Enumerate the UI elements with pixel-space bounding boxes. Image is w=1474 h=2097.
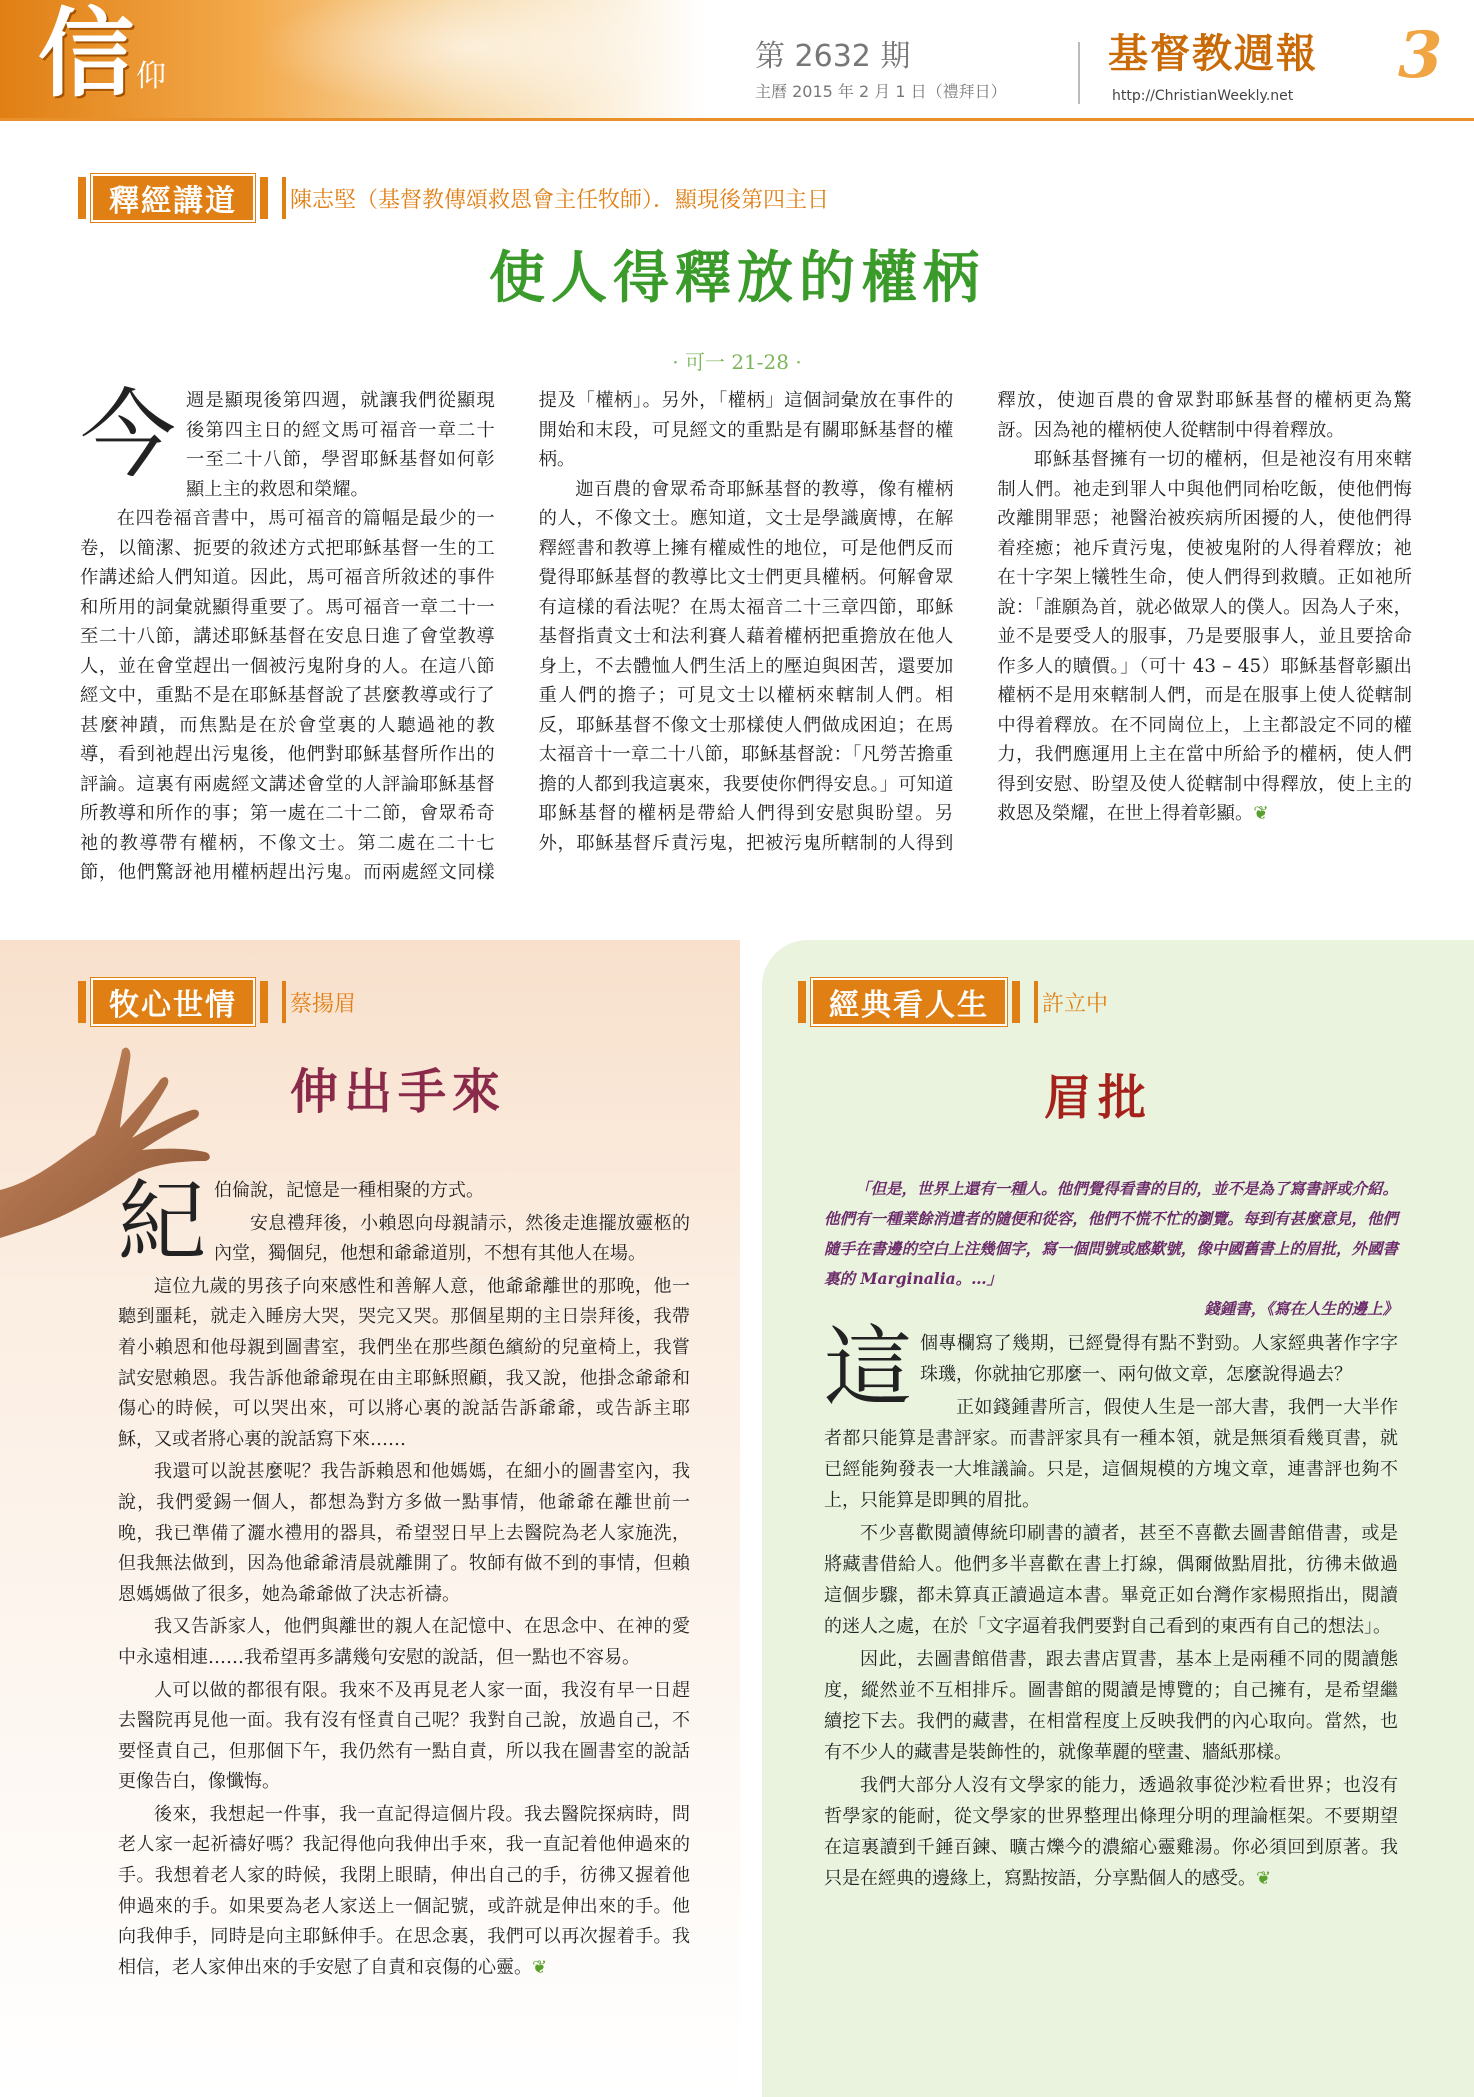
article-title: 伸出手來 [290,1064,507,1120]
scripture-reference: · 可一 21-28 · [672,350,802,374]
article-author: 許立中 [1042,991,1109,1017]
paragraph: 迦百農的會眾希奇耶穌基督的教導，像有權柄的人，不像文士。應知道，文士是學識廣博，在解釋經書和教導上擁有權威性的地位，可是他們反而覺得耶穌基督的教導比文士們更具權柄。何解會眾有這樣的看法呢？在馬太福音二十三章四節，耶穌基督指責文士和法利賽人藉着權柄把重擔放在他人身上，不去體恤人們生活上的壓迫與困苦，還要加重人們的擔子；可見文士以權柄來轄制人們。相反，耶穌基督不像文士那樣使人們做成困迫；在馬太福音十一章二十八節，耶穌基督說：「凡勞苦擔重擔的人都到我這裏來，我要使你們得安息。」可知道耶穌基督的權柄是帶給人們得到安慰與盼望。另外，耶穌基督斥責污鬼，把被污鬼所轄制的人得到釋放，使迦百農的會眾對耶穌基督的權柄更為驚訝。因為祂的權柄使人從轄制中得着釋放。 [538,390,1412,854]
issue-date: 主曆 2015 年 2 月 1 日（禮拜日） [755,82,1007,101]
article-author: 陳志堅（基督教傳頌救恩會主任牧師）．顯現後第四主日 [290,187,830,213]
section-label-sermon [78,176,829,220]
quote-text: 「但是，世界上還有一種人。他們覺得看書的目的，並不是為了寫書評或介紹。他們有一種業餘消遣者的隨便和從容，他們不慌不忙的瀏覽。每到有甚麼意見，他們隨手在書邊的空白上注幾個字，寫一個問號或感歎號，像中國舊書上的眉批，外國書裏的 Marginalia。…」 [824,1179,1398,1288]
masthead-logo: 基督教週報 [1108,30,1318,77]
section-label-pastoral [78,980,356,1024]
article-title: 使人得釋放的權柄 [489,245,985,311]
paragraph: 人可以做的都很有限。我來不及再見老人家一面，我沒有早一日趕去醫院再見他一面。我有沒有怪責自己呢？我對自己說，放過自己，不要怪責自己，但那個下午，我仍然有一點自責，所以我在圖書室的說話更像告白，像懺悔。 [118,1679,690,1793]
column-title-char: 信 [38,0,134,110]
paragraph: 在四卷福音書中，馬可福音的篇幅是最少的一卷，以簡潔、扼要的敘述方式把耶穌基督一生的工作講述給人們知道。因此，馬可福音所敘述的事件和所用的詞彙就顯得重要了。馬可福音一章二十一至二十八節，講述耶穌基督在安息日進了會堂教導人，並在會堂趕出一個被污鬼附身的人。在這八節經文中，重點不是在耶穌基督說了甚麼教導或行了甚麼神蹟，而焦點是在於會堂裏的人聽過祂的教導，看到祂趕出污鬼後，他們對耶穌基督所作出的評論。這裏有兩處經文講述會堂的人評論耶穌基督所教導和所作的事；第一處在二十二節，會眾希奇祂的教導帶有權柄，不像文士。第二處在二十七節，他們驚訝祂用權柄趕出污鬼。而兩處經文同樣提及「權柄」。另外，「權柄」這個詞彙放在事件的開始和末段，可見經文的重點是有關耶穌基督的權柄。 [80,390,954,883]
praying-hands-image [240,0,660,118]
paragraph: 我們大部分人沒有文學家的能力，透過敘事從沙粒看世界；也沒有哲學家的能耐，從文學家的世界整理出條理分明的理論框架。不要期望在這裏讀到千錘百鍊、曠古爍今的濃縮心靈雞湯。你必須回到原著。我只是在經典的邊緣上，寫點按語，分享點個人的感受。❦ [824,1775,1398,1889]
paragraph: 不少喜歡閱讀傳統印刷書的讀者，甚至不喜歡去圖書館借書，或是將藏書借給人。他們多半喜歡在書上打線，偶爾做點眉批，彷彿未做過這個步驟，都未算真正讀過這本書。畢竟正如台灣作家楊照指出，閱讀的迷人之處，在於「文字逼着我們要對自己看到的東西有自己的想法」。 [824,1523,1398,1637]
drop-cap: 今 [80,379,176,491]
tag-bar [1034,981,1038,1023]
issue-number: 第 2632 期 [755,39,911,74]
page-header [0,0,1474,120]
article-body [80,379,1412,906]
paragraph: 紀伯倫說，記憶是一種相聚的方式。 [118,1170,485,1273]
article-title: 眉批 [1044,1070,1153,1126]
paragraph: 正如錢鍾書所言，假使人生是一部大書，我們一大半作者都只能算是書評家。而書評家具有一種本領，就是無須看幾頁書，就已經能夠發表一大堆議論。只是，這個規模的方塊文章，連書評也夠不上，只能算是即興的眉批。 [824,1397,1398,1511]
header-rule [0,118,1474,121]
section-name: 釋經講道 [91,174,255,222]
section-name: 經典看人生 [811,978,1007,1026]
tag-bar [282,177,286,219]
article-body [118,1170,690,1985]
tag-bar [1012,981,1020,1023]
leaf-end-icon: ❦ [1256,1868,1272,1889]
section-name: 牧心世情 [91,978,255,1026]
paragraph: 今週是顯現後第四週，就讓我們從顯現後第四主日的經文馬可福音一章二十一至二十八節，學習耶穌基督如何彰顯上主的救恩和榮耀。 [80,379,495,500]
paragraph: 後來，我想起一件事，我一直記得這個片段。我去醫院探病時，問老人家一起祈禱好嗎？我記得他向我伸出手來，我一直記着他伸過來的手。我想着老人家的時候，我閉上眼睛，伸出自己的手，彷彿又握着他伸過來的手。如果要為老人家送上一個記號，或許就是伸出來的手。他向我伸手，同時是向主耶穌伸手。在思念裏，我們可以再次握着手。我相信，老人家伸出來的手安慰了自責和哀傷的心靈。❦ [118,1803,690,1978]
quote-citation: 錢鍾書，《寫在人生的邊上》 [1204,1299,1398,1318]
issue-info [755,40,1007,102]
section-label-classics [798,980,1108,1024]
drop-cap: 紀 [118,1170,207,1273]
paragraph: 我又告訴家人，他們與離世的親人在記憶中、在思念中、在神的愛中永遠相連……我希望再多講幾句安慰的說話，但一點也不容易。 [118,1616,690,1668]
tag-bar [798,981,806,1023]
paragraph: 因此，去圖書館借書，跟去書店買書，基本上是兩種不同的閱讀態度，縱然並不互相排斥。圖書館的閱讀是博覽的；自己擁有，是希望繼續挖下去。我們的藏書，在相當程度上反映我們的內心取向。當然，也有不少人的藏書是裝飾性的，就像華麗的壁畫、牆紙那樣。 [824,1649,1398,1763]
tag-bar [78,177,86,219]
epigraph-quote [824,1174,1398,1324]
header-divider [1078,42,1080,104]
article-author: 蔡揚眉 [290,991,357,1017]
tag-bar [282,981,286,1023]
paragraph: 這個專欄寫了幾期，已經覺得有點不對勁。人家經典著作字字珠璣，你就抽它那麼一、兩句做文章，怎麼說得過去？ [824,1316,1398,1419]
page-number: 3 [1398,18,1443,93]
column-title-char-small: 仰 [136,59,166,94]
leaf-end-icon: ❦ [1253,803,1269,824]
paragraph: 安息禮拜後，小賴恩向母親請示，然後走進擺放靈柩的內堂，獨個兒，他想和爺爺道別，不想有其他人在場。 [214,1212,690,1265]
paragraph: 這位九歲的男孩子向來感性和善解人意，他爺爺離世的那晚，他一聽到噩耗，就走入睡房大哭，哭完又哭。那個星期的主日崇拜後，我帶着小賴恩和他母親到圖書室，我們坐在那些顏色繽紛的兒童椅上，我嘗試安慰賴恩。我告訴他爺爺現在由主耶穌照顧，我又說，他掛念爺爺和傷心的時候，可以哭出來，可以將心裏的說話告訴爺爺，或告訴主耶穌，又或者將心裏的說話寫下來…… [118,1275,690,1450]
leaf-end-icon: ❦ [532,1956,548,1978]
paragraph: 耶穌基督擁有一切的權柄，但是祂沒有用來轄制人們。祂走到罪人中與他們同枱吃飯，使他們悔改離開罪惡；祂醫治被疾病所困擾的人，使他們得着痊癒；祂斥責污鬼，使被鬼附的人得着釋放；祂在十字架上犧牲生命，使人們得到救贖。正如祂所說：「誰願為首，就必做眾人的僕人。因為人子來，並不是要受人的服事，乃是要服事人，並且要捨命作多人的贖價。」（可十 43 – 45）耶穌基督彰顯出權柄不是用來轄制人們，而是在服事上使人從轄制中得着釋放。在不同崗位上，上主都設定不同的權力，我們應運用上主在當中所給予的權柄，使人們得到安慰、盼望及使人從轄制中得釋放，使上主的救恩及榮耀，在世上得着彰顯。❦ [997,449,1412,824]
tag-bar [78,981,86,1023]
masthead-url[interactable]: http://ChristianWeekly.net [1112,88,1294,104]
paragraph: 我還可以說甚麼呢？我告訴賴恩和他媽媽，在細小的圖書室內，我說，我們愛錫一個人，都想為對方多做一點事情，他爺爺在離世前一晚，我已準備了灑水禮用的器具，希望翌日早上去醫院為老人家施洗，但我無法做到，因為他爺爺清晨就離開了。牧師有做不到的事情，但賴恩媽媽做了很多，她為爺爺做了決志祈禱。 [118,1461,690,1605]
drop-cap: 這 [824,1316,913,1419]
tag-bar [260,981,268,1023]
tag-bar [260,177,268,219]
article-body [824,1316,1398,1896]
